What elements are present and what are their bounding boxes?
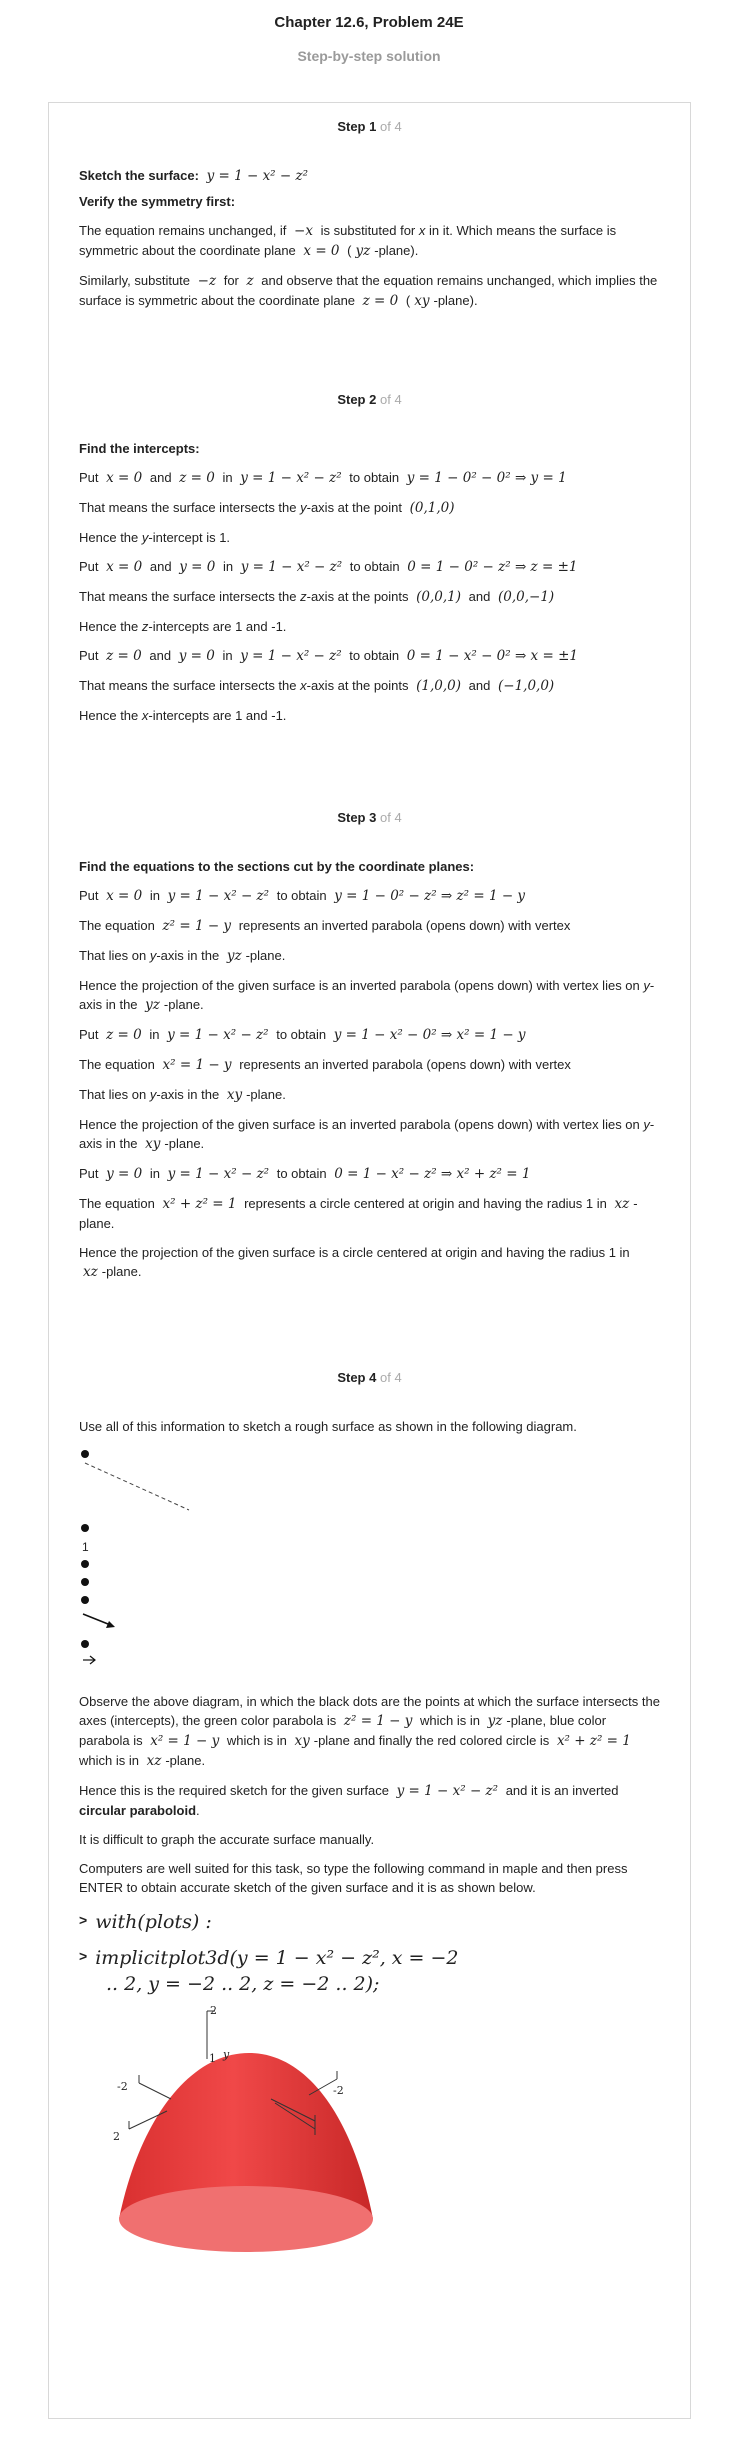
z-intercept-result: Hence the z-intercepts are 1 and -1.	[79, 619, 287, 634]
sketch-intro: Use all of this information to sketch a rough surface as shown in the following diagram.	[79, 1419, 577, 1434]
step-4-header: Step 4 of 4	[337, 1370, 402, 1385]
maple-3d-plot	[79, 2001, 660, 2281]
intercept-dot	[81, 1640, 89, 1648]
plot-label-y: y	[223, 2048, 230, 2061]
paraboloid-svg	[99, 2001, 419, 2281]
step-3-card	[48, 794, 691, 1355]
y-intercept-result: Hence the y-intercept is 1.	[79, 530, 231, 545]
xz-section-calc: Put y = 0 in y = 1 − x² − z² to obtain 0 = 1 − x² − z² ⇒ x² + z² = 1	[79, 1166, 531, 1182]
verify-heading: Verify the symmetry first:	[79, 194, 236, 209]
intercept-dot	[81, 1524, 89, 1532]
yz-section-eq: The equation z² = 1 − y represents an inverted parabola (opens down) with vertex	[79, 918, 571, 934]
plot-label-neg2-right: -2	[333, 2084, 344, 2097]
maple-command-2: > implicitplot3d(y = 1 − x² − z², x = −2 .. 2, y = −2 .. 2, z = −2 .. 2);	[79, 1947, 459, 1995]
yz-section-calc: Put x = 0 in y = 1 − x² − z² to obtain y = 1 − 0² − z² ⇒ z² = 1 − y	[79, 888, 526, 904]
yz-section-projection: Hence the projection of the given surface is an inverted parabola (opens down) with vertex lies on y-axis in the yz -plane.	[79, 978, 655, 1013]
plot-label-1: 1	[209, 2052, 216, 2065]
plot-label-2-top: 2	[210, 2004, 217, 2017]
y-intercept-calc: Put x = 0 and z = 0 in y = 1 − x² − z² to obtain y = 1 − 0² − 0² ⇒ y = 1	[79, 470, 567, 486]
intercept-dot	[81, 1578, 89, 1586]
observe-paragraph: Observe the above diagram, in which the black dots are the points at which the surface intersects the axes (intercepts), the green color parabola is z² = 1 − y which is in yz -plane, blue color parabola is x² = 1 − y which is in xy -plane and finally the red colored circle is x² + z² = 1 which is in xz -plane.	[79, 1694, 660, 1769]
y-intercept-point: That means the surface intersects the y-axis at the point (0,1,0)	[79, 500, 455, 516]
symmetry-z: Similarly, substitute −z for z and observe that the equation remains unchanged, which implies the surface is symmetric about the coordinate plane z = 0 ( xy -plane).	[79, 273, 658, 309]
step-1-header: Step 1 of 4	[337, 119, 402, 134]
xy-section-calc: Put z = 0 in y = 1 − x² − z² to obtain y = 1 − x² − 0² ⇒ x² = 1 − y	[79, 1027, 526, 1043]
required-sketch-paragraph: Hence this is the required sketch for the given surface y = 1 − x² − z² and it is an inverted circular paraboloid.	[79, 1783, 619, 1818]
difficulty-note: It is difficult to graph the accurate surface manually.	[79, 1832, 375, 1847]
rough-sketch-diagram	[79, 1444, 660, 1692]
plot-label-neg2-left: -2	[117, 2080, 128, 2093]
yz-section-vertex: That lies on y-axis in the yz -plane.	[79, 948, 286, 964]
plot-label-2-left: 2	[113, 2130, 120, 2143]
step-4-card	[48, 1354, 691, 2419]
z-intercept-point: That means the surface intersects the z-axis at the points (0,0,1) and (0,0,−1)	[79, 589, 555, 605]
intercepts-heading: Find the intercepts:	[79, 441, 200, 456]
x-intercept-calc: Put z = 0 and y = 0 in y = 1 − x² − z² to obtain 0 = 1 − x² − 0² ⇒ x = ±1	[79, 648, 578, 664]
intercept-dot	[81, 1450, 89, 1458]
xz-section-projection: Hence the projection of the given surface is a circle centered at origin and having the radius 1 in xz -plane.	[79, 1245, 630, 1280]
step-1-card	[48, 102, 691, 378]
xy-section-projection: Hence the projection of the given surface is an inverted parabola (opens down) with vertex lies on y-axis in the xy -plane.	[79, 1117, 655, 1152]
maple-command-1: > with(plots) :	[79, 1911, 212, 1933]
intercept-dot	[81, 1560, 89, 1568]
x-intercept-point: That means the surface intersects the x-axis at the points (1,0,0) and (−1,0,0)	[79, 678, 555, 694]
xz-section-eq: The equation x² + z² = 1 represents a circle centered at origin and having the radius 1 in xz -plane.	[79, 1196, 638, 1231]
step-3-header: Step 3 of 4	[337, 810, 402, 825]
x-intercept-result: Hence the x-intercepts are 1 and -1.	[79, 708, 287, 723]
sections-heading: Find the equations to the sections cut by the coordinate planes:	[79, 859, 475, 874]
symmetry-x: The equation remains unchanged, if −x is substituted for x in it. Which means the surface is symmetric about the coordinate plane x = 0 ( yz -plane).	[79, 223, 617, 259]
z-intercept-calc: Put x = 0 and y = 0 in y = 1 − x² − z² to obtain 0 = 1 − 0² − z² ⇒ z = ±1	[79, 559, 578, 575]
paraboloid-base	[119, 2186, 373, 2252]
sketch-svg	[79, 1444, 199, 1692]
page-subtitle: Step-by-step solution	[297, 48, 441, 64]
dashed-axis	[85, 1463, 189, 1510]
intercept-dot	[81, 1596, 89, 1604]
x-axis-line	[139, 2083, 171, 2099]
xy-section-eq: The equation x² = 1 − y represents an inverted parabola (opens down) with vertex	[79, 1057, 571, 1073]
page-title: Chapter 12.6, Problem 24E	[274, 14, 464, 31]
step-2-card	[48, 376, 691, 795]
step-2-header: Step 2 of 4	[337, 392, 402, 407]
sketch-label-1: 1	[82, 1540, 89, 1554]
xy-section-vertex: That lies on y-axis in the xy -plane.	[79, 1087, 286, 1103]
sketch-line: Sketch the surface: y = 1 − x² − z²	[79, 168, 309, 184]
computer-note: Computers are well suited for this task, so type the following command in maple and then press ENTER to obtain accurate sketch of the given surface and it is as shown below.	[79, 1861, 628, 1895]
